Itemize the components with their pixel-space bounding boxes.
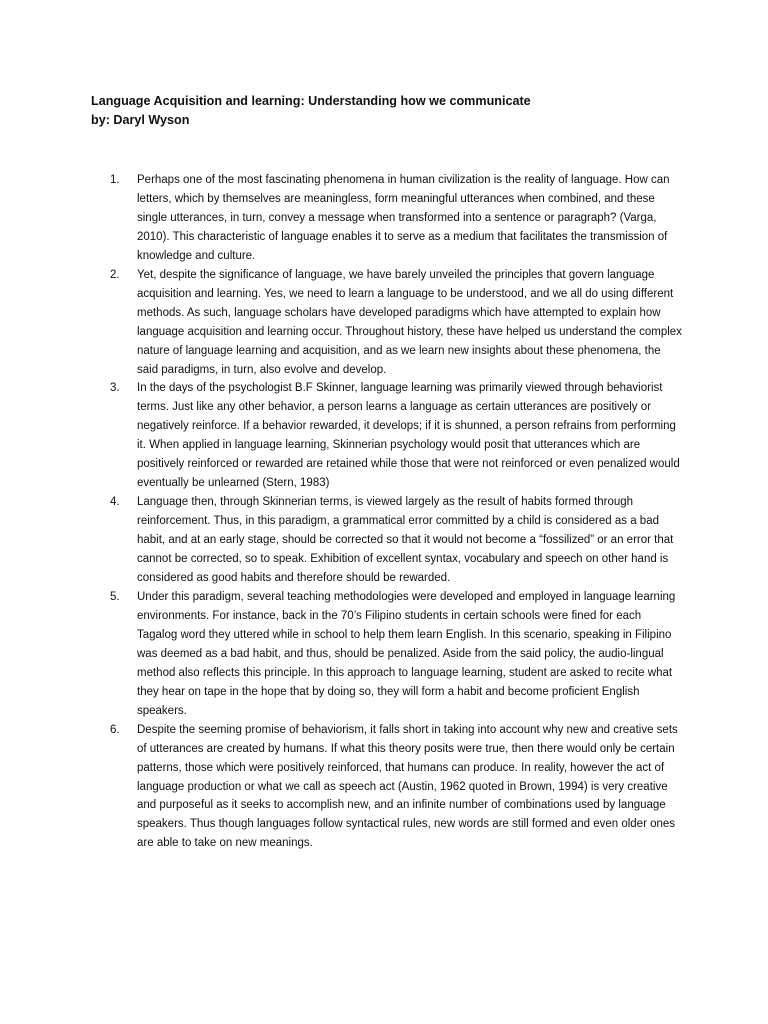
document-title: Language Acquisition and learning: Understanding how we communicate xyxy=(91,94,531,108)
list-item xyxy=(110,379,682,493)
list-item-text: Despite the seeming promise of behaviorism, it falls short in taking into account why new and creative sets of utterances are created by humans. If what this theory posits were true, then there would only be certain patterns, those which were positively reinforced, that humans can produce. In reality, however the act of language production or what we call as speech act (Austin, 1962 quoted in Brown, 1994) is very creative and purposeful as it seeks to accomplish new, and an infinite number of combinations used by language speakers. Thus though languages follow syntactical rules, new words are still formed and even older ones are able to take on new meanings. xyxy=(137,723,678,850)
list-item-text: Perhaps one of the most fascinating phenomena in human civilization is the reality of language. How can letters, which by themselves are meaningless, form meaningful utterances when combined, and these single utterances, in turn, convey a message when transformed into a sentence or paragraph? (Varga, 2010). This characteristic of language enables it to serve as a medium that facilitates the transmission of knowledge and culture. xyxy=(137,174,670,262)
list-item-number: 2. xyxy=(110,268,120,281)
document-byline: by: Daryl Wyson xyxy=(91,113,190,127)
paragraph-list xyxy=(110,171,682,853)
list-item-number: 5. xyxy=(110,590,120,603)
list-item-number: 1. xyxy=(110,174,120,186)
document-header xyxy=(91,92,691,130)
list-item-text: In the days of the psychologist B.F Skinner, language learning was primarily viewed through behaviorist terms. Just like any other behavior, a person learns a language as certain utterances are positively or negatively reinforce. If a behavior rewarded, it develops; if it is shunned, a person refrains from performing it. When applied in language learning, Skinnerian psychology would posit that utterances which are positively reinforced or rewarded are retained while those that were not reinforced or even penalized would eventually be unlearned (Stern, 1983) xyxy=(137,382,680,490)
list-item-number: 6. xyxy=(110,723,120,736)
list-item-text: Language then, through Skinnerian terms, is viewed largely as the result of habits formed through reinforcement. Thus, in this paradigm, a grammatical error committed by a child is considered as a bad habit, and at an early stage, should be corrected so that it would not become a “fossilized” or an error that cannot be corrected, so to speak. Exhibition of excellent syntax, vocabulary and speech on other hand is considered as good habits and therefore should be rewarded. xyxy=(137,496,674,585)
list-item xyxy=(110,493,682,588)
list-item-number: 3. xyxy=(110,382,120,395)
list-item xyxy=(110,171,682,266)
list-item xyxy=(110,588,682,721)
list-item-text: Yet, despite the significance of language, we have barely unveiled the principles that govern language acquisition and learning. Yes, we need to learn a language to be understood, and we all do using different methods. As such, language scholars have developed paradigms which have attempted to explain how language acquisition and learning occur. Throughout history, these have helped us understand the complex nature of language learning and acquisition, and as we learn new insights about these phenomena, the said paradigms, in turn, also evolve and develop. xyxy=(137,268,682,376)
list-item xyxy=(110,266,682,380)
list-item-number: 4. xyxy=(110,496,120,509)
list-item-text: Under this paradigm, several teaching methodologies were developed and employed in language learning environments. For instance, back in the 70’s Filipino students in certain schools were fined for each Tagalog word they uttered while in school to help them learn English. In this scenario, speaking in Filipino was deemed as a bad habit, and thus, should be penalized. Aside from the said policy, the audio-lingual method also reflects this principle. In this approach to language learning, student are asked to recite what they hear on tape in the hope that by doing so, they will form a habit and become proficient English speakers. xyxy=(137,590,676,717)
list-item xyxy=(110,721,682,854)
